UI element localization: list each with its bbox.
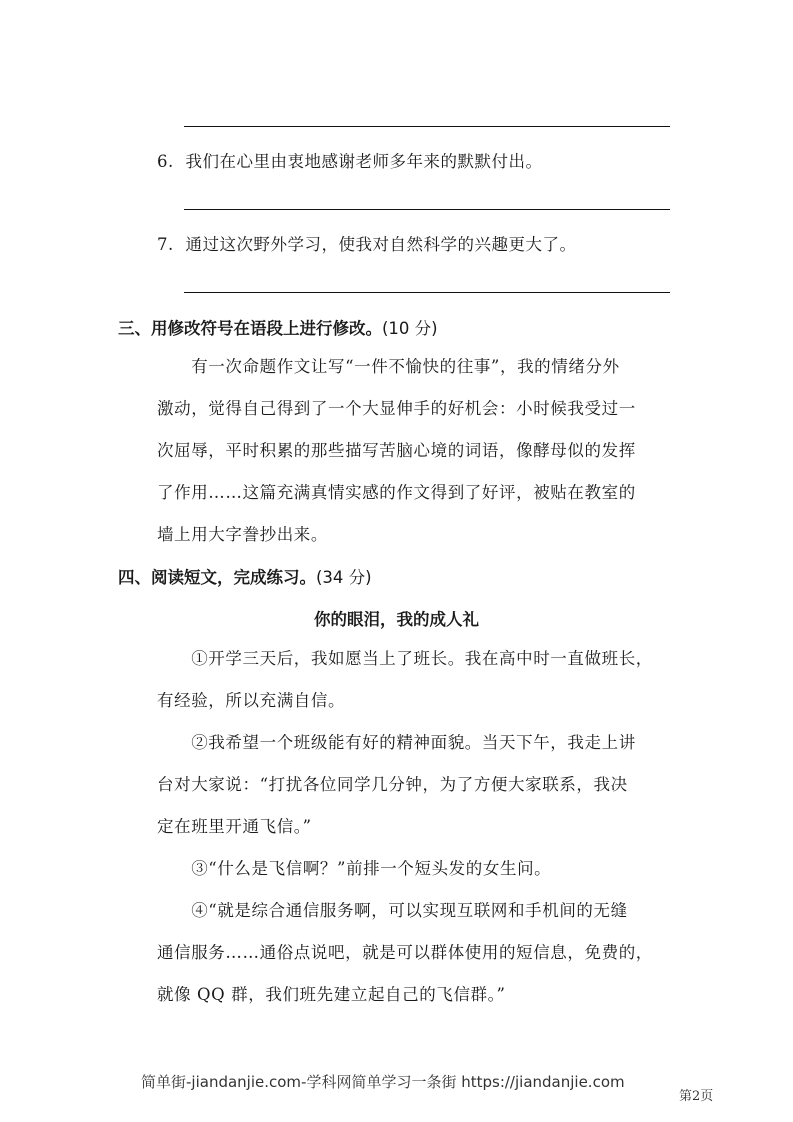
article-line: 定在班里开通飞信。”	[157, 817, 312, 836]
footer-watermark: 简单街-jiandanjie.com-学科网简单学习一条街 https://jiandanjie.com	[141, 1073, 625, 1091]
passage-line: 有一次命题作文让写“一件不愉快的往事”，我的情绪分外	[157, 357, 620, 376]
article-line: 台对大家说：“打扰各位同学几分钟，为了方便大家联系，我决	[157, 775, 628, 794]
passage-line: 次屈辱，平时积累的那些描写苦脑心境的词语，像酵母似的发挥	[157, 441, 636, 460]
answer-line-6[interactable]	[184, 209, 670, 210]
question-text: 我们在心里由衷地感谢老师多年来的默默付出。	[185, 152, 543, 171]
question-text: 通过这次野外学习，使我对自然科学的兴趣更大了。	[185, 235, 577, 254]
article-body	[157, 638, 673, 1016]
article-line: 有经验，所以充满自信。	[157, 691, 346, 710]
question-number: 6.	[157, 152, 174, 171]
article-line: ③“什么是飞信啊？”前排一个短头发的女生问。	[157, 859, 552, 878]
passage-line: 了作用……这篇充满真情实感的作文得到了好评，被贴在教室的	[157, 483, 636, 502]
section-score: (10 分)	[382, 319, 438, 338]
passage-line: 墙上用大字誊抄出来。	[157, 525, 328, 544]
passage-line: 激动，觉得自己得到了一个大显伸手的好机会：小时候我受过一	[157, 399, 636, 418]
section-3-passage	[157, 346, 673, 556]
section-3-heading: 三、用修改符号在语段上进行修改。(10 分)	[118, 319, 438, 338]
section-score: (34 分)	[316, 568, 372, 587]
section-4-heading: 四、阅读短文，完成练习。(34 分)	[118, 568, 372, 587]
answer-line-5[interactable]	[184, 126, 670, 127]
article-line: 通信服务……通俗点说吧，就是可以群体使用的短信息，免费的，	[157, 943, 653, 962]
article-line: ①开学三天后，我如愿当上了班长。我在高中时一直做班长，	[157, 649, 653, 668]
article-line: ④“就是综合通信服务啊，可以实现互联网和手机间的无缝	[157, 901, 628, 920]
question-number: 7.	[157, 235, 174, 254]
article-line: 就像 QQ 群，我们班先建立起自己的飞信群。”	[157, 985, 506, 1004]
question-6	[157, 148, 543, 172]
question-7	[157, 231, 577, 255]
page-number: 第2页	[679, 1089, 714, 1104]
article-line: ②我希望一个班级能有好的精神面貌。当天下午，我走上讲	[157, 733, 636, 752]
article-title: 你的眼泪，我的成人礼	[314, 610, 479, 629]
answer-line-7[interactable]	[184, 292, 670, 293]
